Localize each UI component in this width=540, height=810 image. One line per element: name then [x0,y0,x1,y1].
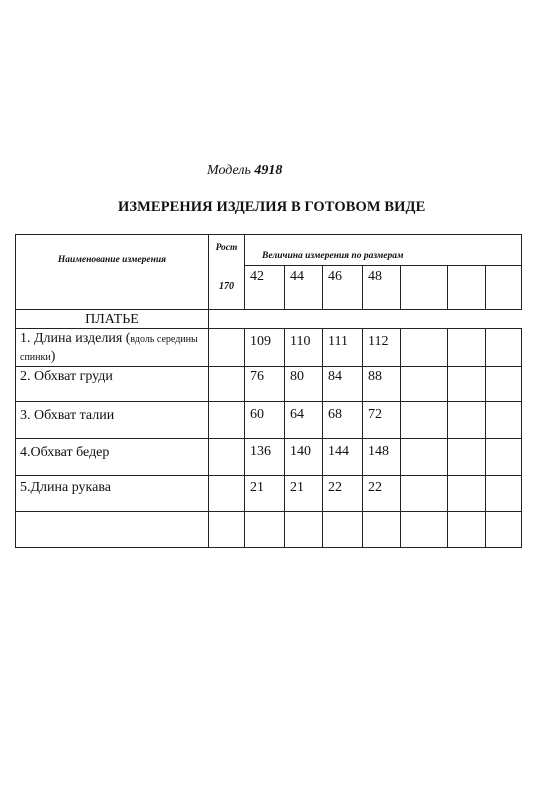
value: 84 [328,369,342,384]
empty-cell [448,329,486,367]
size-46: 46 [328,269,342,284]
value-cell [323,367,363,402]
empty-cell [209,439,245,476]
value-cell [245,476,285,512]
value-cell [245,402,285,439]
section-row [16,310,522,329]
empty-cell [401,402,448,439]
row-label-cell [16,329,209,367]
size-cell [285,266,323,310]
empty-cell [401,367,448,402]
value-cell [323,402,363,439]
value: 22 [328,480,342,495]
value-cell [363,439,401,476]
empty-cell [209,512,245,548]
size-42: 42 [250,269,264,284]
section-title: ПЛАТЬЕ [85,312,139,327]
name-header: Наименование измерения [57,255,167,265]
sizes-header-cell [245,235,522,266]
value-cell [363,367,401,402]
empty-cell [401,512,448,548]
empty-cell [486,266,522,310]
height-header-cell [209,235,245,266]
empty-cell [486,512,522,548]
height-value: 170 [219,280,234,292]
value: 21 [250,480,264,495]
value-cell [285,402,323,439]
empty-cell [486,402,522,439]
empty-cell [363,512,401,548]
value-cell [285,476,323,512]
value-cell [323,476,363,512]
value-cell [363,329,401,367]
value: 64 [290,407,304,422]
empty-cell [285,512,323,548]
value-cell [323,439,363,476]
value: 88 [368,369,382,384]
table-row [16,439,522,476]
empty-cell [401,439,448,476]
value: 68 [328,407,342,422]
empty-cell [448,367,486,402]
row-label-cell [16,476,209,512]
model-line [207,163,282,179]
height-header: Рост [215,243,238,253]
empty-cell [245,512,285,548]
table-row-empty [16,512,522,548]
row-label-cell [16,439,209,476]
empty-cell [486,439,522,476]
size-44: 44 [290,269,304,284]
empty-cell [401,329,448,367]
empty-cell [323,512,363,548]
row-label-cell [16,367,209,402]
empty-cell [209,476,245,512]
value-cell [363,476,401,512]
table-row [16,367,522,402]
table-row [16,402,522,439]
height-value-cell [209,266,245,310]
value: 72 [368,407,382,422]
value-cell [245,329,285,367]
size-cell [245,266,285,310]
empty-cell [401,476,448,512]
header-row [16,235,522,266]
model-number: 4918 [254,163,283,178]
empty-cell [448,266,486,310]
value-cell [285,367,323,402]
row-label: 5.Длина рукава [20,480,111,495]
size-cell [363,266,401,310]
value: 76 [250,369,264,384]
value: 80 [290,369,304,384]
value: 60 [250,407,264,422]
empty-cell [401,266,448,310]
empty-cell [486,367,522,402]
value-cell [363,402,401,439]
value: 22 [368,480,382,495]
value: 136 [250,444,271,459]
row-label: 3. Обхват талии [20,408,115,423]
row-label-cell [16,402,209,439]
value: 140 [290,444,311,459]
size-48: 48 [368,269,382,284]
value: 111 [328,334,348,349]
row-label: 4.Обхват бедер [20,445,110,460]
value: 148 [368,444,389,459]
table-row [16,476,522,512]
value-cell [285,329,323,367]
sizes-header: Величина измерения по размерам [262,251,404,261]
section-title-cell [16,310,209,329]
empty-cell [209,367,245,402]
value: 110 [290,334,311,349]
value: 109 [250,334,271,349]
value-cell [245,367,285,402]
empty-cell [448,476,486,512]
value: 144 [328,444,349,459]
measurements-table [15,234,522,548]
section-blank-cell [209,310,522,329]
value: 112 [368,334,389,349]
row-label-note: вдоль середины спинки [20,334,198,363]
empty-cell [448,402,486,439]
empty-cell [448,439,486,476]
row-label: 1. Длина изделия (вдоль середины спинки) [20,331,198,364]
table-row [16,329,522,367]
name-header-cell [16,235,209,310]
model-label: Модель [207,163,251,178]
empty-cell [209,402,245,439]
empty-cell [486,329,522,367]
value-cell [323,329,363,367]
size-cell [323,266,363,310]
empty-cell [448,512,486,548]
empty-cell [16,512,209,548]
value-cell [245,439,285,476]
value: 21 [290,480,304,495]
empty-cell [209,329,245,367]
empty-cell [486,476,522,512]
row-label: 2. Обхват груди [20,369,113,384]
document-title: ИЗМЕРЕНИЯ ИЗДЕЛИЯ В ГОТОВОМ ВИДЕ [118,199,426,215]
value-cell [285,439,323,476]
